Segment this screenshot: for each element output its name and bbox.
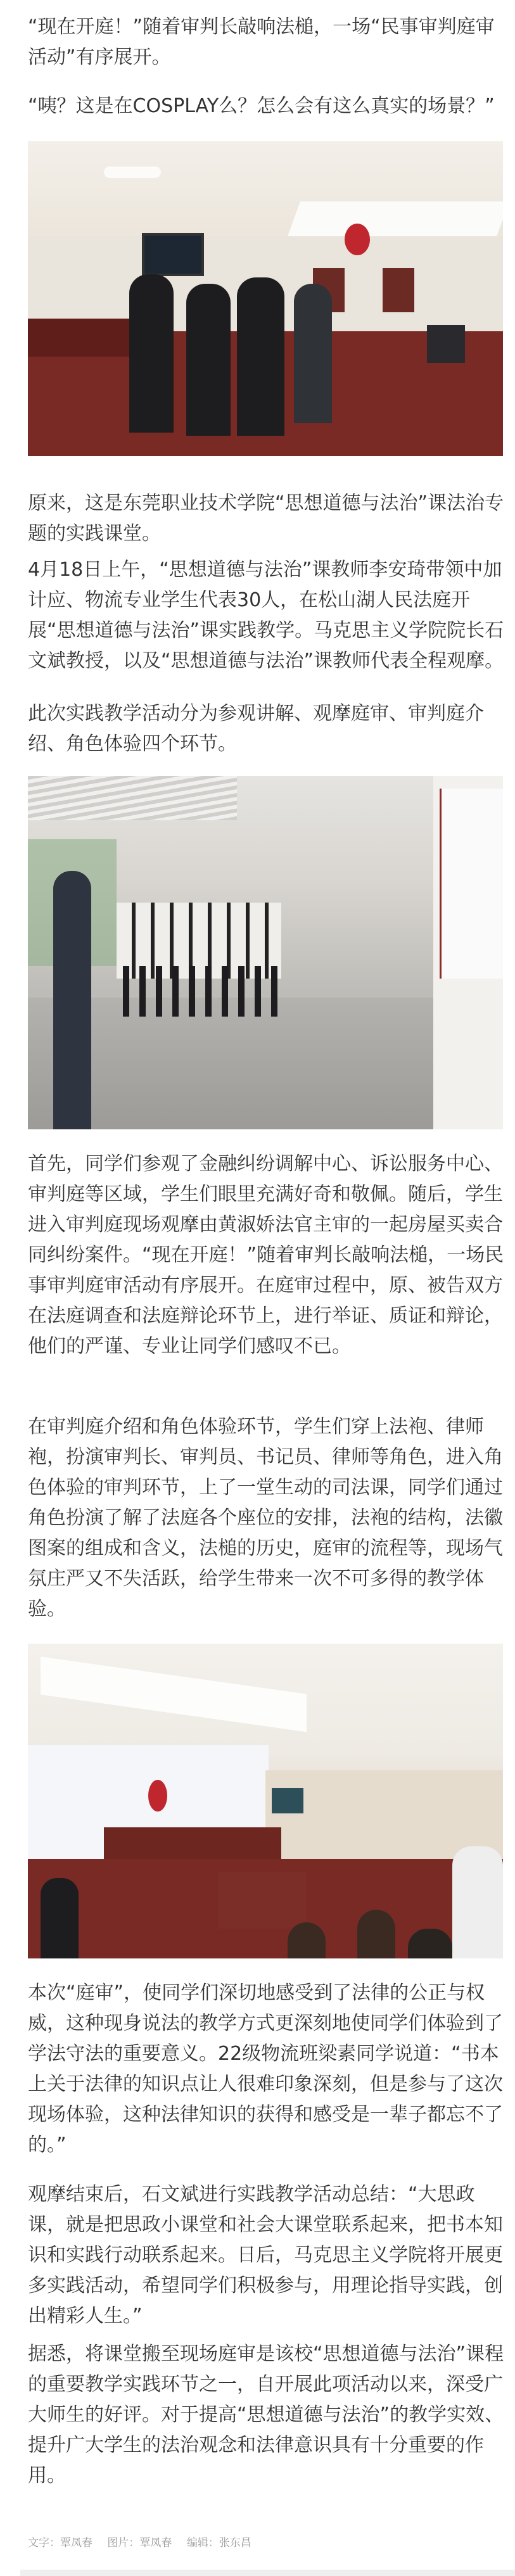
courtroom-photo-students-in-robes bbox=[28, 141, 503, 456]
article-paragraph: 4月18日上午，“思想道德与法治”课教师李安琦带领中加计应、物流专业学生代表30人，在松山湖人民法庭开展“思想道德与法治”课实践教学。马克思主义学院院长石文斌教授，以及“思想道德与法治”课教师代表全程观摩。 bbox=[28, 559, 504, 672]
credit-photo-author: 图片：覃凤春 bbox=[107, 2537, 172, 2549]
article-paragraph: 首先，同学们参观了金融纠纷调解中心、诉讼服务中心、审判庭等区域，学生们眼里充满好奇和敬佩。随后，学生进入审判庭现场观摩由黄淑娇法官主审的一起房屋买卖合同纠纷案件。“现在开庭！”随着审判长敲响法槌，一场民事审判庭审活动有序展开。在庭审过程中，原、被告双方在法庭调查和法庭辩论环节上，进行举证、质证和辩论，他们的严谨、专业让同学们感叹不已。 bbox=[28, 1153, 504, 1357]
article-paragraph: 据悉，将课堂搬至现场庭审是该校“思想道德与法治”课程的重要教学实践环节之一，自开展此项活动以来，深受广大师生的好评。对于提高“思想道德与法治”的教学实效、提升广大学生的法治观念和法律意识具有十分重要的作用。 bbox=[28, 2343, 504, 2487]
article-paragraph: 观摩结束后，石文斌进行实践教学活动总结：“大思政课，就是把思政小课堂和社会大课堂联系起来，把书本知识和实践行动联系起来。日后，马克思主义学院将开展更多实践活动，希望同学们积极参与，用理论指导实践，创出精彩人生。” bbox=[28, 2183, 503, 2327]
article-paragraph: “咦？这是在COSPLAY么？怎么会有这么真实的场景？” bbox=[28, 95, 495, 117]
court-lobby-tour-photo bbox=[28, 776, 503, 1129]
courtroom-role-play-photo bbox=[28, 1644, 503, 1958]
footer-divider bbox=[20, 2570, 515, 2576]
credit-editor: 编辑：张东昌 bbox=[186, 2537, 251, 2549]
article-paragraph: 原来，这是东莞职业技术学院“思想道德与法治”课法治专题的实践课堂。 bbox=[28, 492, 504, 545]
article-paragraph: 此次实践教学活动分为参观讲解、观摩庭审、审判庭介绍、角色体验四个环节。 bbox=[28, 702, 484, 755]
article-paragraph: “现在开庭！”随着审判长敲响法槌，一场“民事审判庭审活动”有序展开。 bbox=[28, 16, 495, 68]
article-paragraph: 本次“庭审”，使同学们深切地感受到了法律的公正与权威，这种现身说法的教学方式更深刻地使同学们体验到了学法守法的重要意义。22级物流班梁素同学说道：“书本上关于法律的知识点让人很难印象深刻，但是参与了这次现场体验，这种法律知识的获得和感受是一辈子都忘不了的。” bbox=[28, 1982, 503, 2156]
credit-text-author: 文字：覃凤春 bbox=[28, 2537, 92, 2549]
article-credits bbox=[28, 2535, 263, 2551]
article-paragraph: 在审判庭介绍和角色体验环节，学生们穿上法袍、律师袍，扮演审判长、审判员、书记员、律师等角色，进入角色体验的审判环节，上了一堂生动的司法课，同学们通过角色扮演了解了法庭各个座位的安排，法袍的结构，法徽图案的组成和含义，法槌的历史，庭审的流程等，现场气氛庄严又不失活跃，给学生带来一次不可多得的教学体验。 bbox=[28, 1416, 503, 1620]
